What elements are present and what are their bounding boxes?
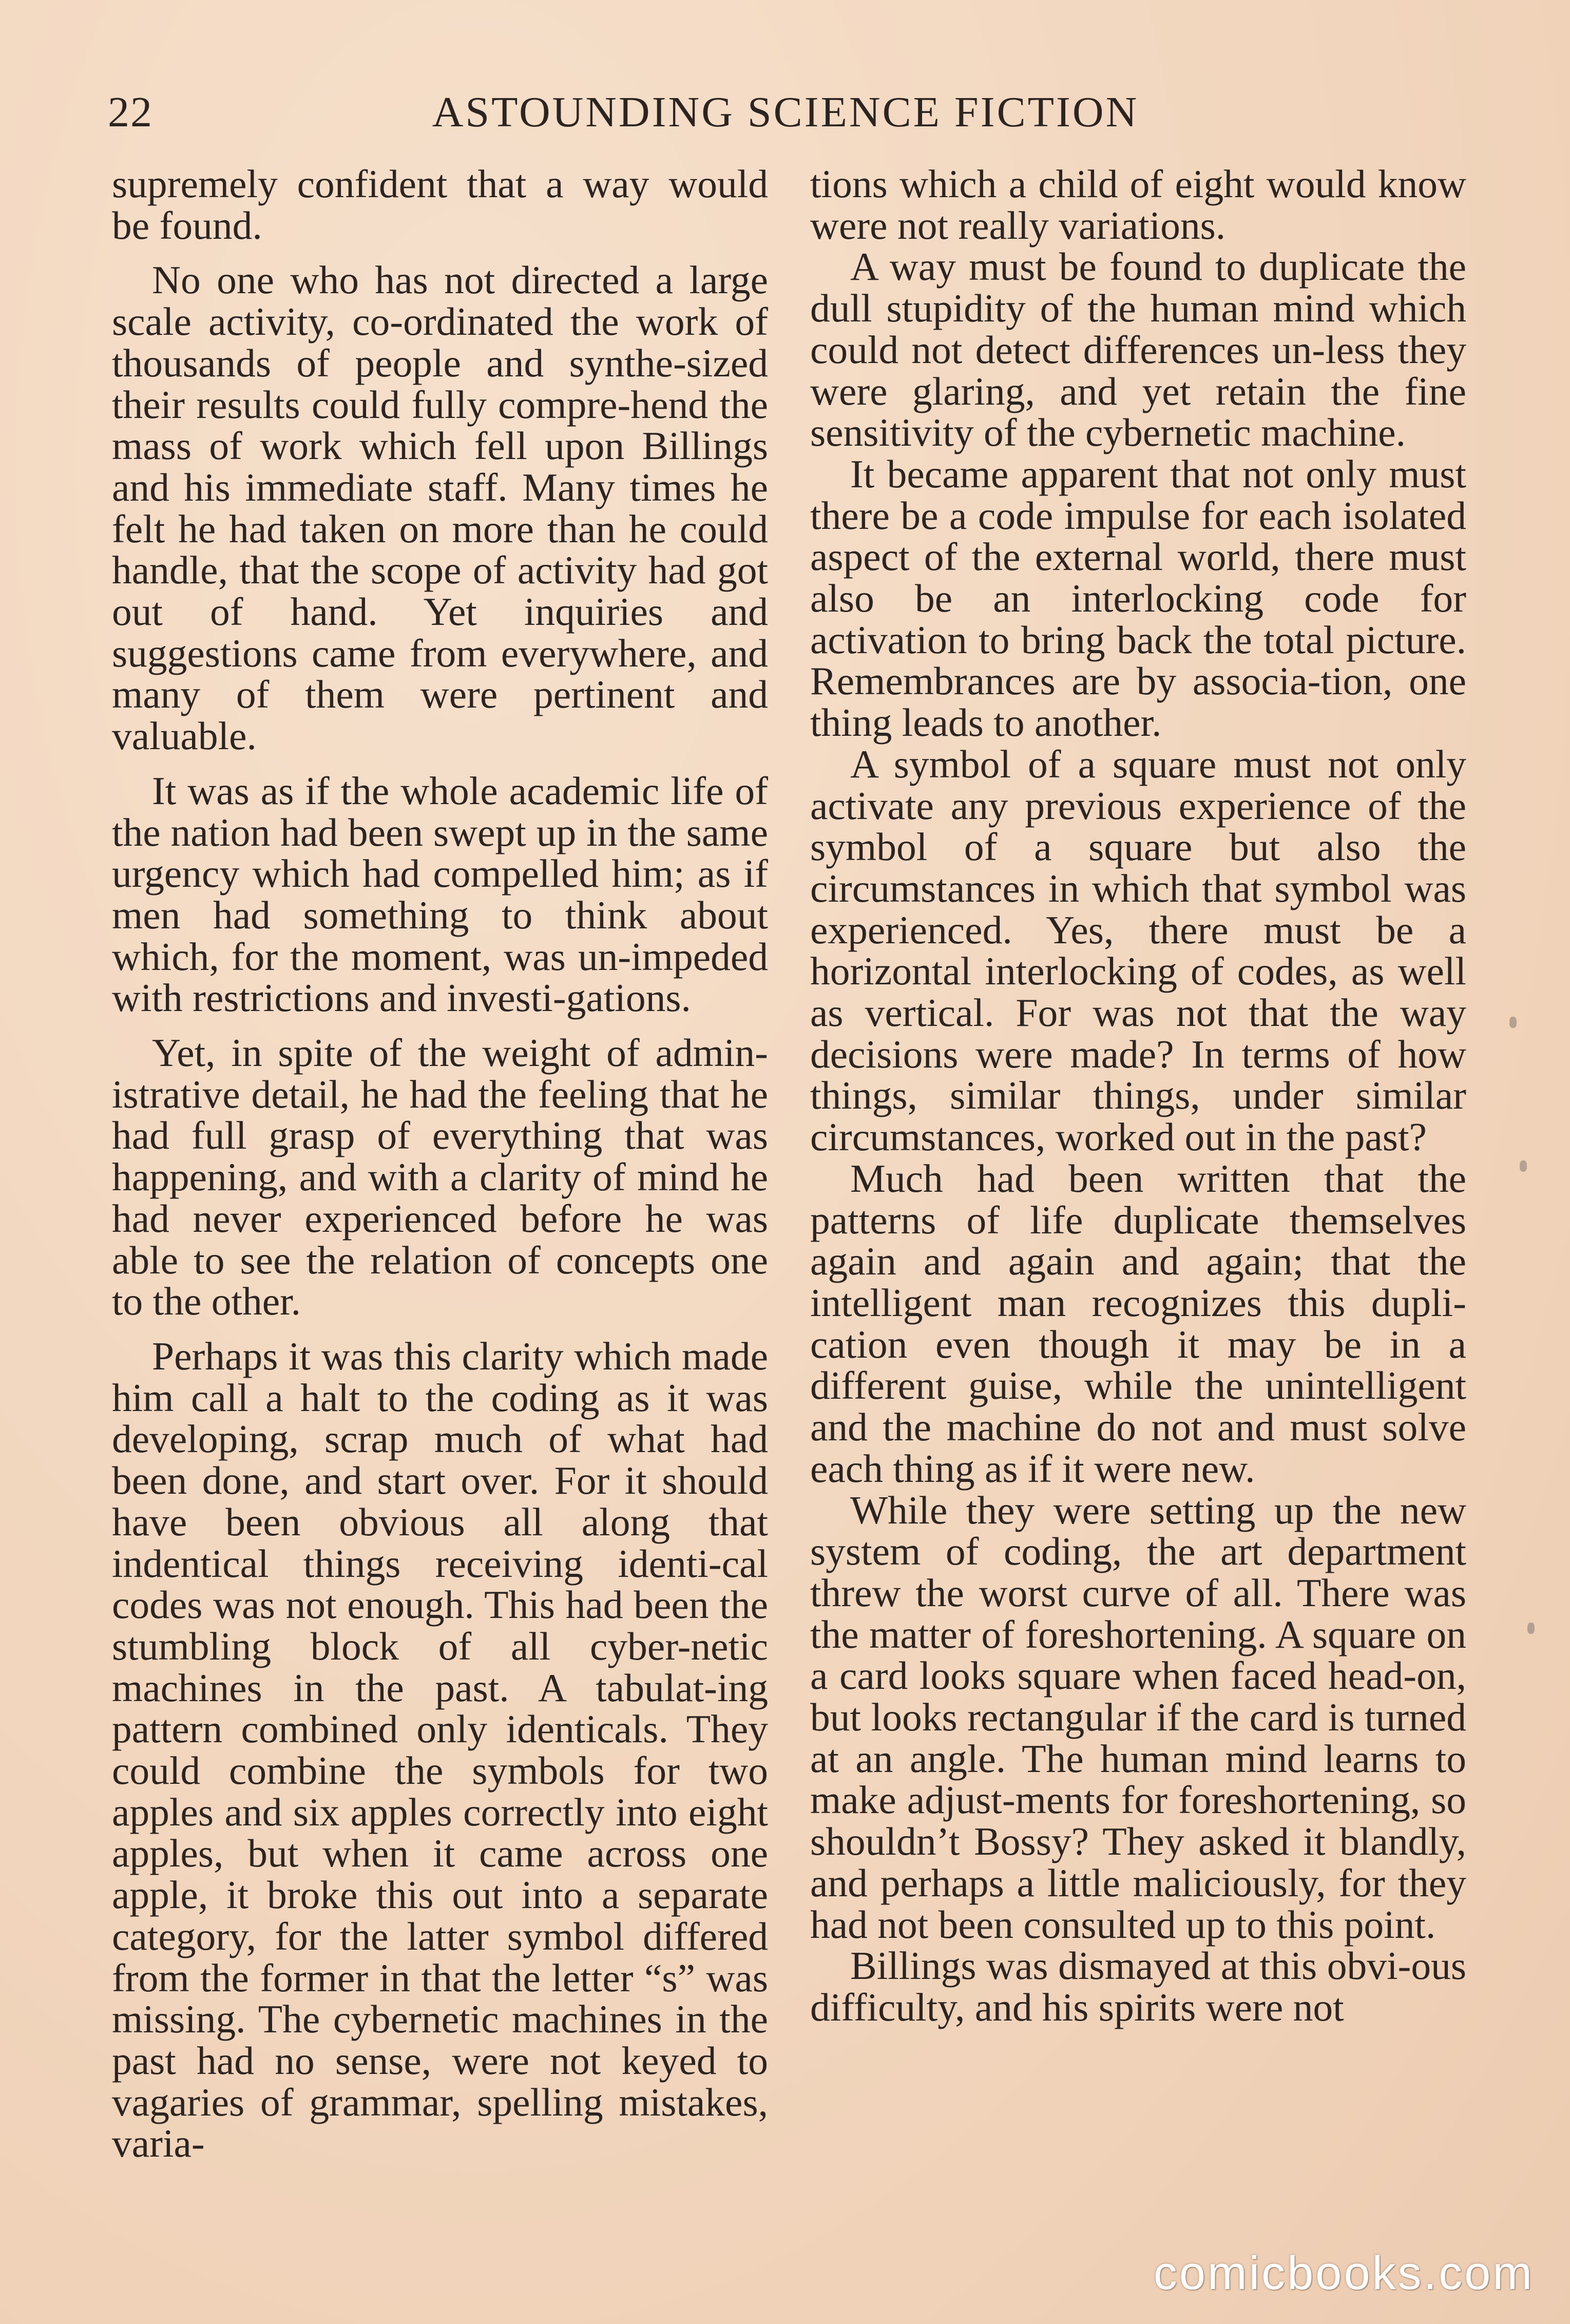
paragraph: It became apparent that not only must there be a code impulse for each isolated aspect of the external world, there must also be an interlocking code for activation to bring back the total picture. Remembrances are by associa-tion, one thing leads to another. <box>810 451 1466 745</box>
right-text-column <box>810 163 1466 2028</box>
paragraph: A way must be found to duplicate the dull stupidity of the human mind which could not detect differences un-less they were glaring, and yet retain the fine sensitivity of the cybernetic machine. <box>810 244 1466 455</box>
paragraph: tions which a child of eight would know were not really variations. <box>810 162 1466 247</box>
running-title: ASTOUNDING SCIENCE FICTION <box>432 88 1139 136</box>
paragraph: No one who has not directed a large scale activity, co-ordinated the work of thousands of people and synthe-sized their results could fully compre-hend the mass of work which fell upon Billings and his immediate staff. Many times he felt he had taken on more than he could handle, that the scope of activity had got out of hand. Yet inquiries and suggestions came from everywhere, and many of them were pertinent and valuable. <box>112 258 768 758</box>
paragraph: Perhaps it was this clarity which made him call a halt to the coding as it was developing, scrap much of what had been done, and start over. For it should have been obvious all along that indentical things receiving identi-cal codes was not enough. This had been the stumbling block of all cyber-netic machines in the past. A tabulat-ing pattern combined only identicals. They could combine the symbols for two apples and six apples correctly into eight apples, but when it came across one apple, it broke this out into a separate category, for the latter symbol differed from the former in that the letter “s” was missing. The cybernetic machines in the past had no sense, were not keyed to vagaries of grammar, spelling mistakes, varia- <box>112 1334 768 2166</box>
paragraph: Billings was dismayed at this obvi-ous difficulty, and his spirits were not <box>810 1944 1466 2029</box>
paragraph: supremely confident that a way would be found. <box>112 162 768 247</box>
paragraph: A symbol of a square must not only activate any previous experience of the symbol of a square but also the circumstances in which that symbol was experienced. Yes, there must be a horizontal interlocking of codes, as well as vertical. For was not that the way decisions were made? In terms of how things, similar things, under similar circumstances, worked out in the past? <box>810 741 1466 1159</box>
page-header <box>108 77 1463 154</box>
paragraph: It was as if the whole academic life of the nation had been swept up in the same urgency which had compelled him; as if men had something to think about which, for the moment, was un-impeded with restrictions and investi-gations. <box>112 768 768 1020</box>
watermark: comicbooks.com <box>1153 2247 1534 2299</box>
left-text-column <box>112 163 768 2164</box>
paragraph: Yet, in spite of the weight of admin-istrative detail, he had the feeling that he had full grasp of everything that was happening, and with a clarity of mind he had never experienced before he was able to see the relation of concepts one to the other. <box>112 1031 768 1324</box>
paragraph: Much had been written that the patterns of life duplicate themselves again and again and again; that the intelligent man recognizes this dupli-cation even though it may be in a different guise, while the unintelligent and the machine do not and must solve each thing as if it were new. <box>810 1156 1466 1491</box>
paragraph: While they were setting up the new system of coding, the art department threw the worst curve of all. There was the matter of foreshortening. A square on a card looks square when faced head-on, but looks rectangular if the card is turned at an angle. The human mind learns to make adjust-ments for foreshortening, so shouldn’t Bossy? They asked it blandly, and perhaps a little maliciously, for they had not been consulted up to this point. <box>810 1488 1466 1947</box>
page-number: 22 <box>108 88 153 136</box>
